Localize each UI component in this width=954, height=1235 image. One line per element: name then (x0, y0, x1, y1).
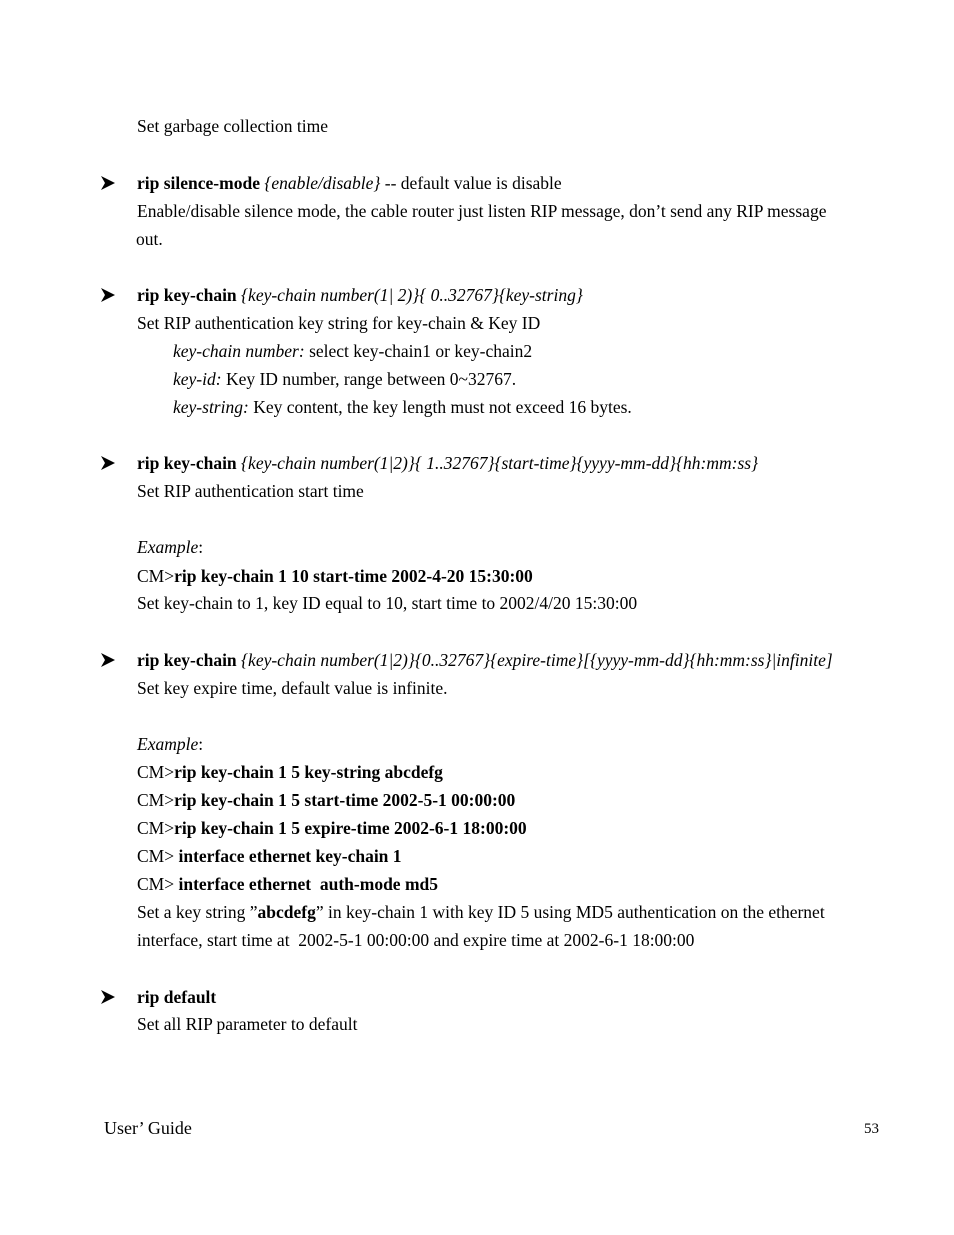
command-description: Set key expire time, default value is infinite. (137, 678, 448, 698)
cli-prompt: CM> (137, 790, 175, 810)
command-name: rip key-chain (137, 285, 237, 305)
arrowhead-bullet-icon (100, 652, 116, 668)
command-description: Set RIP authentication key string for key-chain & Key ID (137, 313, 541, 333)
command-heading (137, 649, 833, 671)
example-colon: : (198, 537, 204, 557)
parameter-text: Key content, the key length must not exceed 16 bytes. (248, 397, 632, 417)
command-name: rip key-chain (137, 453, 237, 473)
command-description: Set all RIP parameter to default (137, 1014, 358, 1034)
parameter-text: Key ID number, range between 0~32767. (221, 369, 517, 389)
cli-command: interface ethernet key-chain 1 (178, 846, 402, 866)
example-key-string: abcdefg (257, 902, 316, 922)
parameter-line (173, 396, 632, 418)
example-command (137, 761, 443, 783)
example-desc-text: Set a key string ” (137, 902, 258, 922)
cli-prompt: CM> (137, 566, 175, 586)
example-label (137, 733, 203, 755)
example-colon: : (198, 734, 204, 754)
arrowhead-bullet-icon (100, 455, 116, 471)
parameter-name: key-id: (173, 369, 222, 389)
parameter-name: key-chain number: (173, 341, 305, 361)
cli-command: rip key-chain 1 5 expire-time 2002-6-1 18:00:00 (174, 818, 527, 838)
footer-title: User’ Guide (104, 1118, 192, 1138)
cli-command: rip key-chain 1 10 start-time 2002-4-20 15:30:00 (174, 566, 533, 586)
command-heading (137, 452, 758, 474)
arrowhead-bullet-icon (100, 989, 116, 1005)
command-args: {key-chain number(1| 2)}{ 0..32767}{key-string} (241, 285, 583, 305)
example-label-text: Example (137, 537, 199, 557)
example-description: Set key-chain to 1, key ID equal to 10, start time to 2002/4/20 15:30:00 (137, 593, 638, 613)
example-command (137, 817, 527, 839)
example-description (137, 901, 825, 923)
example-label-text: Example (137, 734, 199, 754)
command-name: rip default (137, 987, 217, 1007)
cli-command: interface ethernet auth-mode md5 (178, 874, 439, 894)
parameter-name: key-string: (173, 397, 249, 417)
arrowhead-bullet-icon (100, 287, 116, 303)
command-description: Set RIP authentication start time (137, 481, 364, 501)
command-name: rip silence-mode (137, 173, 260, 193)
example-command (137, 845, 402, 867)
cli-command: rip key-chain 1 5 start-time 2002-5-1 00:00:00 (174, 790, 516, 810)
example-desc-text: ” in key-chain 1 with key ID 5 using MD5 authentication on the ethernet (315, 902, 825, 922)
arrowhead-bullet-icon (100, 175, 116, 191)
parameter-line (173, 368, 516, 390)
command-note: -- default value is disable (380, 173, 562, 193)
command-heading (137, 284, 583, 306)
command-args: {key-chain number(1|2)}{ 1..32767}{start-time}{yyyy-mm-dd}{hh:mm:ss} (241, 453, 759, 473)
example-label (137, 536, 203, 558)
example-command (137, 873, 438, 895)
example-command (137, 789, 515, 811)
intro-text: Set garbage collection time (137, 116, 328, 136)
page-number: 53 (864, 1121, 879, 1137)
command-args: {key-chain number(1|2)}{0..32767}{expire-time}[{yyyy-mm-dd}{hh:mm:ss}|infinite] (241, 650, 833, 670)
command-name: rip key-chain (137, 650, 237, 670)
command-heading (137, 172, 562, 194)
example-description-cont: interface, start time at 2002-5-1 00:00:00 and expire time at 2002-6-1 18:00:00 (137, 930, 695, 950)
cli-command: rip key-chain 1 5 key-string abcdefg (174, 762, 443, 782)
example-command (137, 565, 533, 587)
command-args: {enable/disable} (264, 173, 381, 193)
cli-prompt: CM> (137, 762, 175, 782)
parameter-text: select key-chain1 or key-chain2 (304, 341, 533, 361)
command-description: Enable/disable silence mode, the cable router just listen RIP message, don’t send any RIP message (137, 201, 827, 221)
cli-prompt: CM> (137, 874, 179, 894)
cli-prompt: CM> (137, 818, 175, 838)
parameter-line (173, 340, 532, 362)
command-heading (137, 986, 216, 1008)
cli-prompt: CM> (137, 846, 179, 866)
command-description-cont: out. (136, 229, 163, 249)
